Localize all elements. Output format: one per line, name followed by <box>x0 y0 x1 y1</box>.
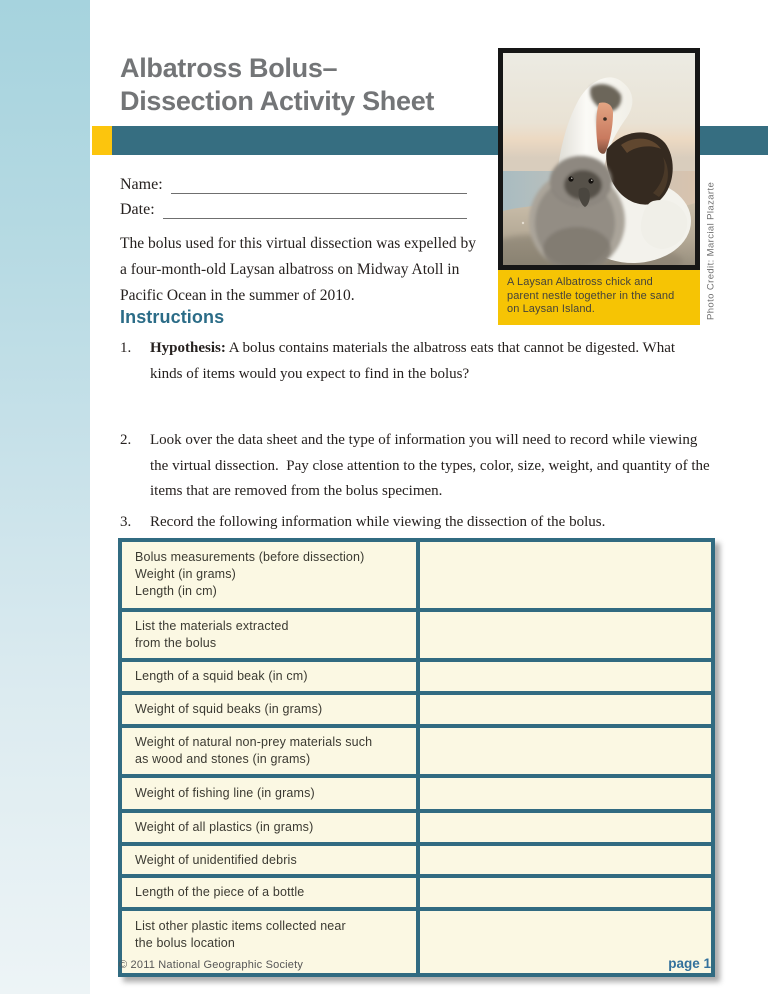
table-row <box>120 540 713 610</box>
table-row <box>120 726 713 776</box>
instruction-item-3 <box>120 510 720 536</box>
table-row <box>120 660 713 693</box>
intro-paragraph <box>120 231 500 309</box>
name-label: Name: <box>120 176 163 193</box>
item-1-line1 <box>150 336 675 362</box>
row-label: Weight of natural non-prey materials such as wood and stones (in grams) <box>120 726 418 776</box>
footer-copyright: © 2011 National Geographic Society <box>119 959 304 971</box>
row-label: Weight of all plastics (in grams) <box>120 811 418 844</box>
row-label: Weight of unidentified debris <box>120 844 418 876</box>
albatross-photo-art <box>503 53 695 265</box>
date-field <box>120 201 467 219</box>
instruction-item-2 <box>120 428 720 505</box>
page-number: page 1 <box>668 956 711 971</box>
item-1-line2: kinds of items would you expect to find in the bolus? <box>150 365 470 382</box>
table-row <box>120 844 713 876</box>
row-label: List the materials extracted from the bolus <box>120 610 418 660</box>
table-row <box>120 776 713 811</box>
name-field <box>120 176 467 194</box>
instructions-heading: Instructions <box>120 307 225 327</box>
date-input-line[interactable] <box>163 201 467 219</box>
photo-credit: Photo Credit: Marcial Plazarte <box>705 181 717 320</box>
row-input-cell[interactable] <box>418 811 713 844</box>
item-2-number: 2. <box>120 432 132 448</box>
item-3-text <box>150 510 605 536</box>
table-row <box>120 811 713 844</box>
intro-line1: The bolus used for this virtual dissection was expelled by <box>120 235 477 252</box>
photo-caption <box>498 270 700 325</box>
row-label: Weight of squid beaks (in grams) <box>120 693 418 726</box>
row-input-cell[interactable] <box>418 540 713 610</box>
row-label: Bolus measurements (before dissection) Weight (in grams) Length (in cm) <box>120 540 418 610</box>
row-label: Length of a squid beak (in cm) <box>120 660 418 693</box>
data-table <box>118 538 715 977</box>
row-label: Length of the piece of a bottle <box>120 876 418 909</box>
photo-caption-line3: on Laysan Island. <box>507 303 595 315</box>
row-input-cell[interactable] <box>418 876 713 909</box>
photo-caption-line1: A Laysan Albatross chick and <box>507 276 653 288</box>
row-input-cell[interactable] <box>418 610 713 660</box>
left-gradient-strip <box>0 0 90 994</box>
item-2-text <box>150 428 710 505</box>
instruction-item-1 <box>120 336 720 387</box>
row-input-cell[interactable] <box>418 693 713 726</box>
table-row <box>120 876 713 909</box>
photo-caption-line2: parent nestle together in the sand <box>507 289 675 302</box>
item-2-line1: Look over the data sheet and the type of information you will need to record while viewing <box>150 432 698 448</box>
item-1-number: 1. <box>120 340 132 356</box>
accent-yellow-square <box>92 126 112 155</box>
row-input-cell[interactable] <box>418 726 713 776</box>
item-3-line1: Record the following information while viewing the dissection of the bolus. <box>150 514 606 530</box>
row-label: List other plastic items collected near the bolus location <box>120 909 418 975</box>
item-2-line3: items that are removed from the bolus specimen. <box>150 483 443 499</box>
item-2-line2: the virtual dissection. Pay close attention to the types, color, size, weight, and quantity of the <box>150 457 710 474</box>
name-input-line[interactable] <box>171 176 467 194</box>
table-row <box>120 610 713 660</box>
date-label: Date: <box>120 201 155 218</box>
albatross-photo <box>498 48 700 270</box>
page-title <box>120 52 520 118</box>
row-input-cell[interactable] <box>418 660 713 693</box>
item-1-line1-rest: A bolus contains materials the albatross eats that cannot be digested. What <box>225 340 676 356</box>
table-row <box>120 693 713 726</box>
page-title-line1: Albatross Bolus– <box>120 53 338 83</box>
row-input-cell[interactable] <box>418 844 713 876</box>
row-input-cell[interactable] <box>418 776 713 811</box>
intro-line2: a four-month-old Laysan albatross on Midway Atoll in <box>120 261 460 278</box>
page-title-line2: Dissection Activity Sheet <box>120 86 435 116</box>
item-1-text <box>150 336 675 387</box>
item-1-lead: Hypothesis: <box>150 340 226 356</box>
intro-line3: Pacific Ocean in the summer of 2010. <box>120 287 355 304</box>
row-label: Weight of fishing line (in grams) <box>120 776 418 811</box>
item-3-number: 3. <box>120 514 132 530</box>
